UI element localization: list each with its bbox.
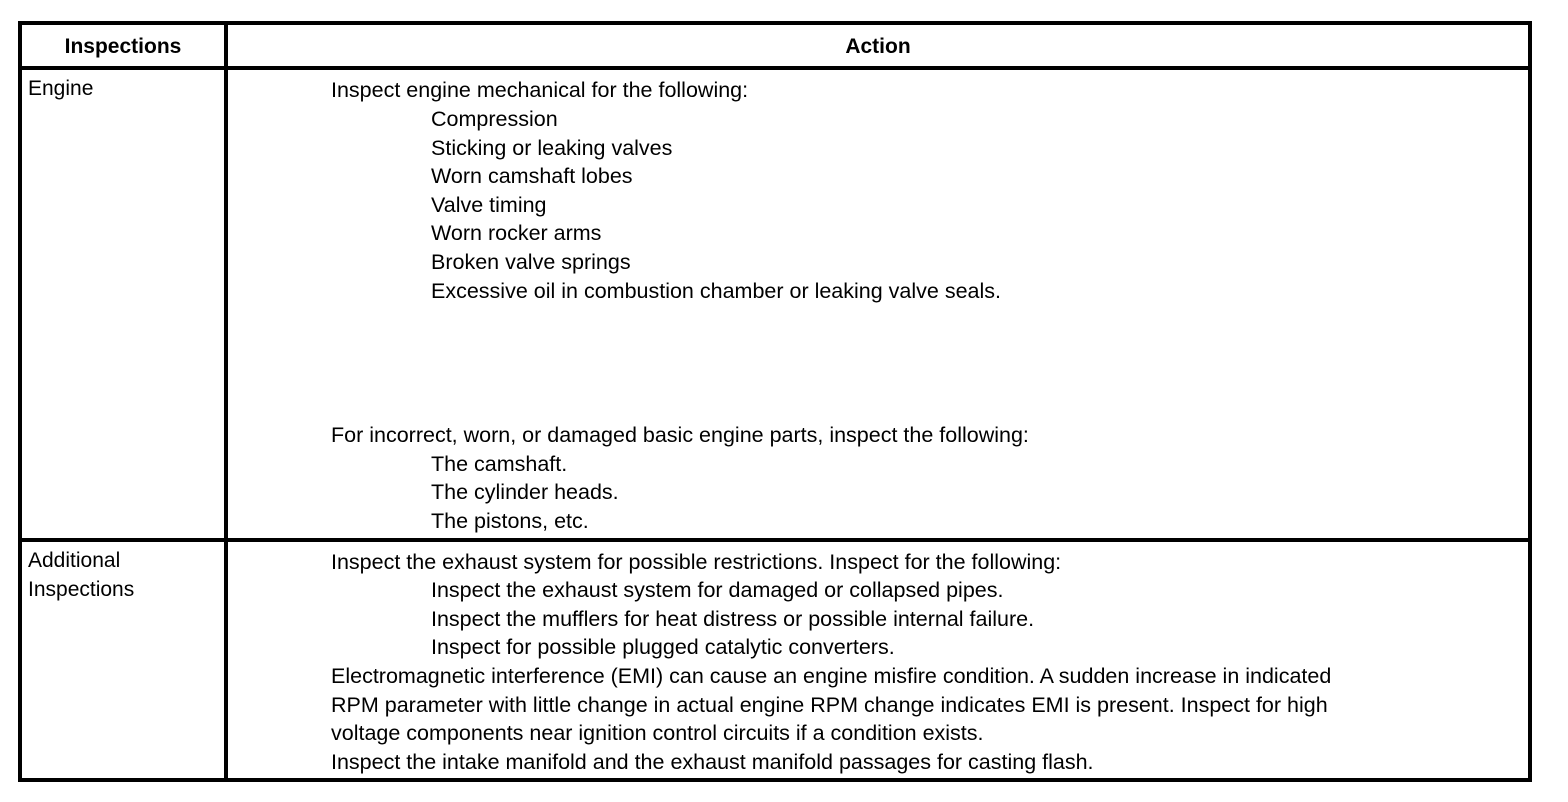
- header-divider: [22, 66, 1528, 70]
- engine-action-line: For incorrect, worn, or damaged basic engine parts, inspect the following:: [331, 423, 1029, 447]
- row-divider: [22, 538, 1528, 542]
- row-engine-inspection: Engine: [28, 77, 94, 100]
- header-inspections: Inspections: [64, 35, 182, 58]
- additional-action-line: Electromagnetic interference (EMI) can cause an engine misfire condition. A sudden increase in indicated: [331, 664, 1332, 688]
- additional-action-line: Inspect the intake manifold and the exhaust manifold passages for casting flash.: [331, 750, 1094, 774]
- engine-action-subline: Worn rocker arms: [431, 221, 602, 245]
- engine-action-subline: The cylinder heads.: [431, 480, 619, 504]
- engine-action-subline: Excessive oil in combustion chamber or leaking valve seals.: [431, 279, 1002, 303]
- engine-action-subline: Broken valve springs: [431, 250, 631, 274]
- engine-action-subline: Sticking or leaking valves: [431, 136, 673, 160]
- additional-action-line: voltage components near ignition control circuits if a condition exists.: [331, 721, 984, 745]
- additional-action-subline: Inspect for possible plugged catalytic converters.: [431, 635, 895, 659]
- engine-action-subline: Compression: [431, 107, 558, 131]
- additional-action-subline: Inspect the exhaust system for damaged or collapsed pipes.: [431, 578, 1004, 602]
- engine-action-line: Inspect engine mechanical for the following:: [331, 78, 749, 102]
- header-action: Action: [845, 35, 911, 58]
- engine-action-subline: Worn camshaft lobes: [431, 164, 633, 188]
- engine-action-subline: Valve timing: [431, 193, 547, 217]
- column-divider: [224, 25, 228, 778]
- engine-action-subline: The pistons, etc.: [431, 509, 589, 533]
- row-additional-inspection: Inspections: [28, 578, 135, 601]
- row-additional-inspection: Additional: [28, 549, 121, 572]
- engine-action-subline: The camshaft.: [431, 452, 568, 476]
- additional-action-line: RPM parameter with little change in actual engine RPM change indicates EMI is present. Inspect for high: [331, 693, 1328, 717]
- inspection-table: [18, 21, 1532, 782]
- additional-action-line: Inspect the exhaust system for possible restrictions. Inspect for the following:: [331, 550, 1062, 574]
- additional-action-subline: Inspect the mufflers for heat distress or possible internal failure.: [431, 607, 1035, 631]
